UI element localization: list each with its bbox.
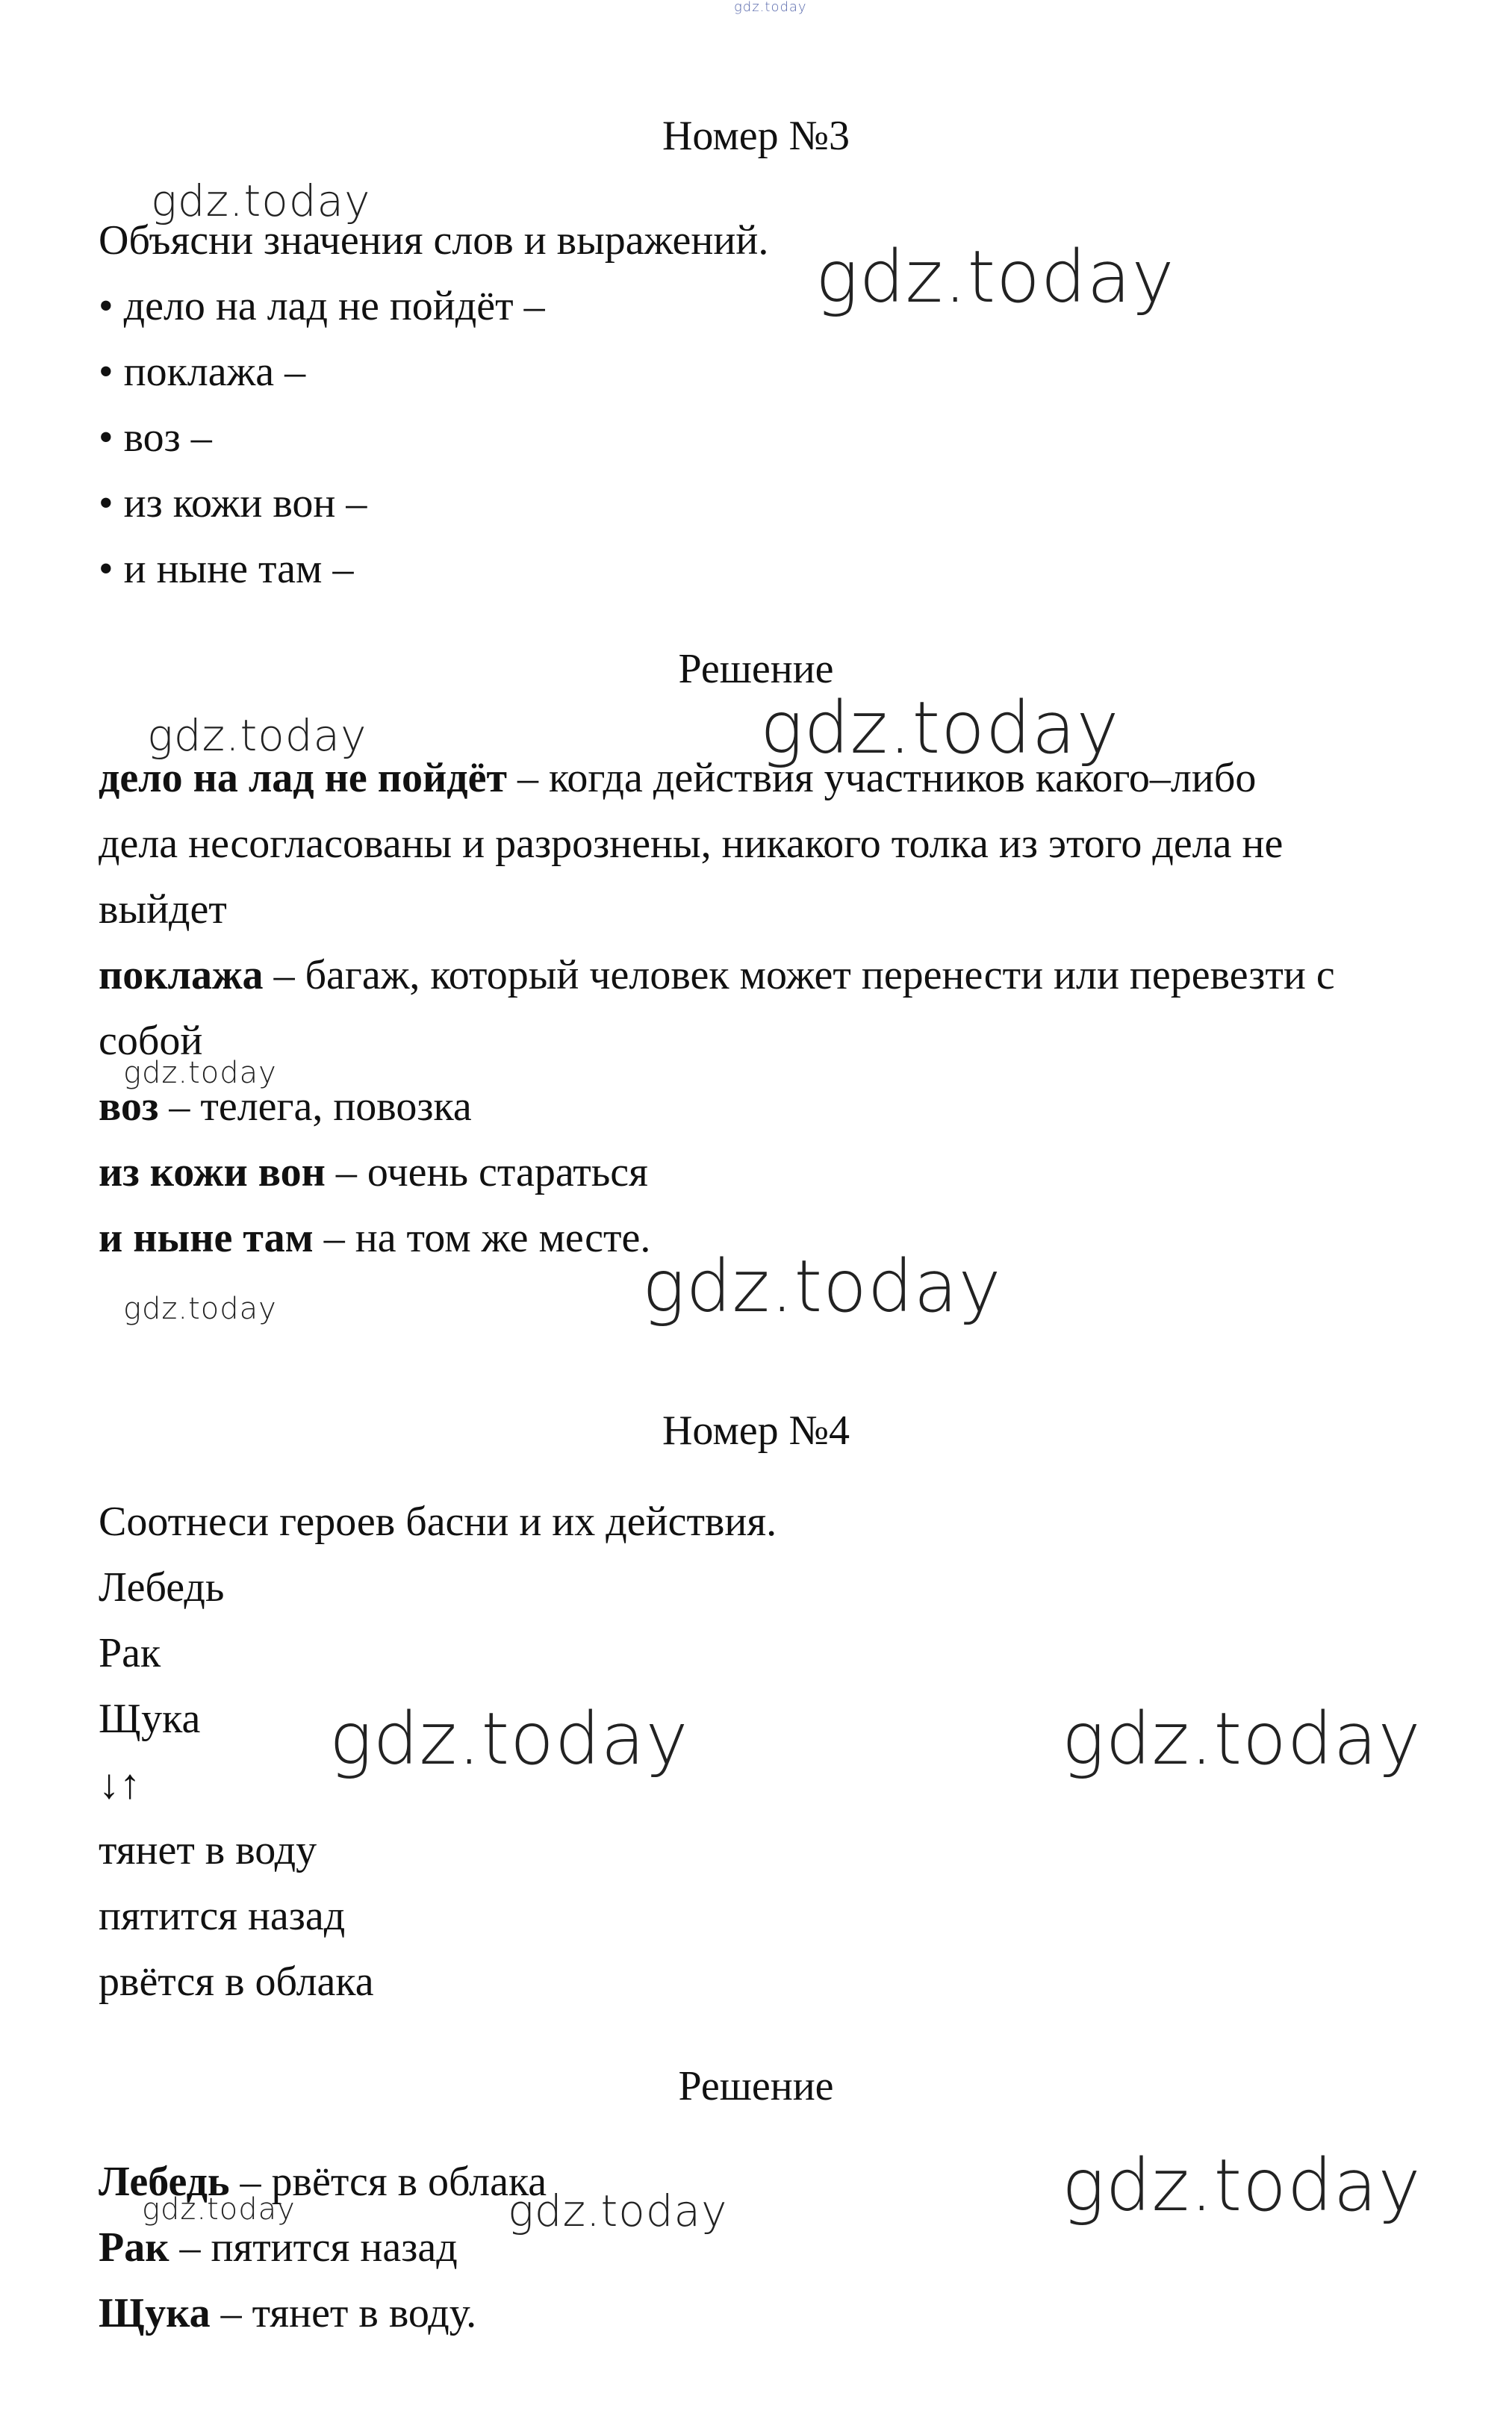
task3-item: • поклажа – — [99, 349, 306, 395]
task4-solution-heading: Решение — [678, 2063, 834, 2109]
task4-action: рвётся в облака — [99, 1959, 374, 2005]
task4-action: тянет в воду — [99, 1827, 317, 1873]
task3-prompt: Объясни значения слов и выражений. — [99, 217, 769, 264]
watermark: gdz.today — [1062, 1697, 1422, 1781]
top-watermark: gdz.today — [734, 0, 807, 15]
answer-term: дело на лад не пойдёт — [99, 755, 507, 801]
answer-term: и ныне там — [99, 1215, 314, 1261]
task3-item: • и ныне там – — [99, 546, 354, 592]
answer-text: – тянет в воду. — [210, 2290, 477, 2336]
answer-term: Рак — [99, 2224, 169, 2271]
watermark: gdz.today — [151, 175, 371, 226]
watermark: gdz.today — [142, 2192, 296, 2227]
answer-text: – телега, повозка — [158, 1083, 472, 1130]
match-arrows-icon: ↓↑ — [99, 1761, 140, 1808]
answer-term: воз — [99, 1083, 159, 1130]
task4-action: пятится назад — [99, 1893, 346, 1939]
task3-heading: Номер №3 — [662, 113, 850, 159]
task3-solution-heading: Решение — [678, 646, 834, 692]
task3-answer — [99, 951, 1428, 999]
task3-item: • воз – — [99, 414, 212, 461]
answer-text: – очень стараться — [325, 1149, 648, 1195]
task3-answer — [99, 1148, 1428, 1196]
watermark: gdz.today — [147, 710, 367, 761]
task4-answer — [99, 2289, 1428, 2337]
watermark: gdz.today — [760, 686, 1120, 770]
watermark: gdz.today — [1062, 2144, 1422, 2227]
task3-item: • дело на лад не пойдёт – — [99, 283, 545, 329]
task4-answer — [99, 2224, 1428, 2271]
answer-text: – багаж, который человек может перенести или перевезти с — [263, 952, 1335, 998]
watermark: gdz.today — [642, 1245, 1002, 1328]
task4-prompt: Соотнеси героев басни и их действия. — [99, 1499, 777, 1545]
task3-item: • из кожи вон – — [99, 480, 367, 526]
answer-term: Лебедь — [99, 2159, 230, 2205]
answer-text: выйдет — [99, 886, 227, 933]
answer-text: – пятится назад — [169, 2224, 458, 2271]
answer-text: – когда действия участников какого–либо — [506, 755, 1257, 801]
task4-hero: Щука — [99, 1696, 201, 1742]
task4-hero: Рак — [99, 1630, 161, 1676]
task3-answer — [99, 886, 1428, 933]
answer-text: – на том же месте. — [313, 1215, 651, 1261]
answer-text: собой — [99, 1018, 203, 1064]
watermark: gdz.today — [329, 1697, 689, 1781]
watermark: gdz.today — [123, 1056, 277, 1090]
answer-term: Щука — [99, 2290, 211, 2336]
task4-heading: Номер №4 — [662, 1407, 850, 1454]
answer-text: дела несогласованы и разрознены, никакого толка из этого дела не — [99, 821, 1284, 867]
task4-hero: Лебедь — [99, 1564, 225, 1611]
task3-answer — [99, 820, 1428, 868]
task3-answer — [99, 1017, 1428, 1065]
answer-term: из кожи вон — [99, 1149, 326, 1195]
watermark: gdz.today — [815, 235, 1175, 319]
watermark: gdz.today — [508, 2186, 728, 2236]
task3-answer — [99, 1083, 1428, 1130]
watermark: gdz.today — [123, 1292, 277, 1326]
answer-term: поклажа — [99, 952, 264, 998]
answer-text: – рвётся в облака — [229, 2159, 547, 2205]
